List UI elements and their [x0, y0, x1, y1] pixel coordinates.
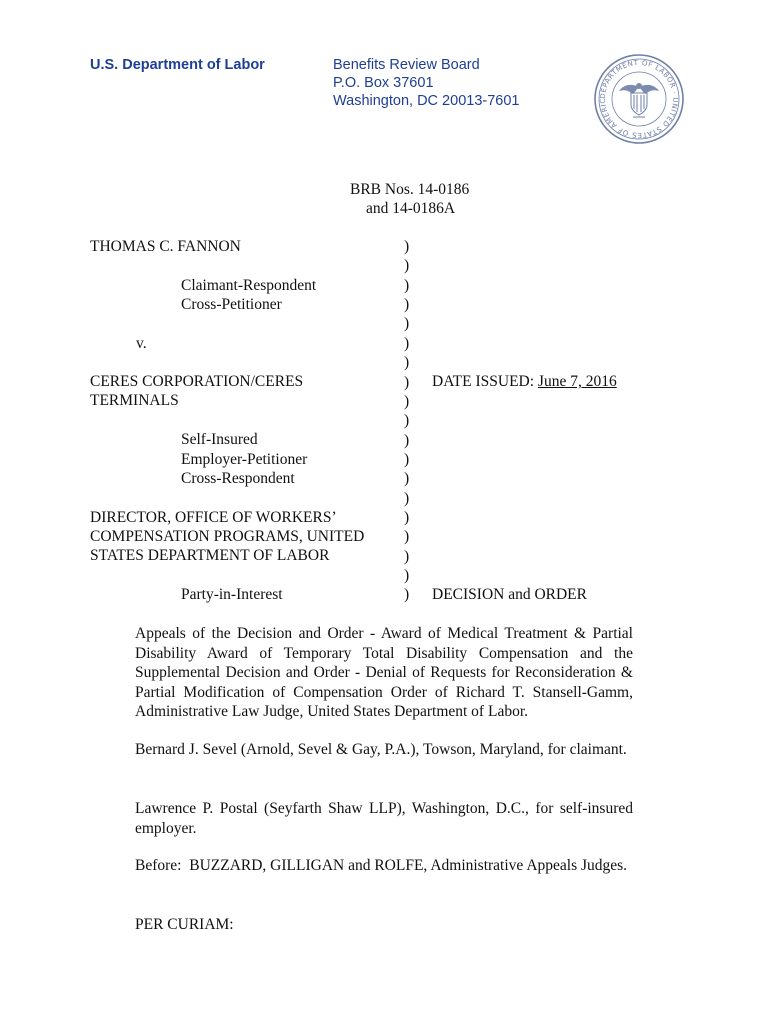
bracket: ): [404, 450, 410, 468]
case-number-cross: and 14-0186A: [366, 200, 456, 217]
director-name: COMPENSATION PROGRAMS, UNITED: [90, 528, 365, 545]
svg-text:DEPARTMENT OF LABOR · UNITED S: DEPARTMENT OF LABOR · UNITED STATES OF AMERIC: [598, 58, 680, 140]
employer-role: Employer-Petitioner: [181, 451, 308, 468]
date-issued-label: DATE ISSUED:: [432, 373, 535, 390]
appeal-paragraph: Appeals of the Decision and Order - Award of Medical Treatment & Partial Disability Award of Temporary Total Disability Compensation and the Supplemental Decision and Order - Denial of Requests for Reconsideration & Partial Modification of Compensation Order of Richard T. Stansell-Gamm, Administrative Law Judge, United States Department of Labor.: [135, 625, 633, 720]
bracket: ): [404, 567, 410, 585]
caption-bracket-column: [404, 237, 409, 605]
decision-label: DECISION and ORDER: [432, 586, 587, 603]
bracket: ): [404, 586, 410, 604]
agency-name: U.S. Department of Labor: [90, 57, 265, 73]
date-issued-value: June 7, 2016: [537, 373, 617, 390]
bracket: ): [404, 392, 410, 410]
bracket: ): [404, 276, 410, 294]
employer-name: CERES CORPORATION/CERES: [90, 373, 304, 390]
employer-name: TERMINALS: [90, 392, 179, 409]
claimant-name: THOMAS C. FANNON: [90, 238, 241, 255]
director-name: STATES DEPARTMENT OF LABOR: [90, 547, 330, 564]
bracket: ): [404, 470, 410, 488]
bracket: ): [404, 528, 410, 546]
address-line: P.O. Box 37601: [333, 75, 434, 91]
party-role: Party-in-Interest: [181, 586, 283, 603]
address-line: Benefits Review Board: [333, 57, 480, 73]
claimant-role: Claimant-Respondent: [181, 277, 317, 294]
date-issued: [432, 372, 617, 392]
bracket: ): [404, 489, 410, 507]
panel-judges: Before: BUZZARD, GILLIGAN and ROLFE, Administrative Appeals Judges.: [135, 857, 628, 874]
director-name: DIRECTOR, OFFICE OF WORKERS’: [90, 509, 337, 526]
bracket: ): [404, 296, 410, 314]
employer-role: Self-Insured: [181, 431, 258, 448]
bracket: ): [404, 412, 410, 430]
address-line: Washington, DC 20013-7601: [333, 93, 520, 109]
claimant-role: Cross-Petitioner: [181, 296, 282, 313]
employer-role: Cross-Respondent: [181, 470, 295, 487]
bracket: ): [404, 373, 410, 391]
department-seal-icon: [593, 53, 685, 145]
bracket: ): [404, 334, 410, 352]
bracket: ): [404, 509, 410, 527]
bracket: ): [404, 547, 410, 565]
bracket: ): [404, 238, 410, 255]
per-curiam: PER CURIAM:: [135, 916, 234, 933]
bracket: ): [404, 257, 410, 275]
claimant-counsel: Bernard J. Sevel (Arnold, Sevel & Gay, P.A.), Towson, Maryland, for claimant.: [135, 741, 627, 758]
case-number: BRB Nos. 14-0186: [350, 181, 470, 198]
versus: v.: [136, 335, 147, 352]
bracket: ): [404, 315, 410, 333]
bracket: ): [404, 354, 410, 372]
bracket: ): [404, 431, 410, 449]
board-address: [333, 56, 519, 110]
employer-counsel: Lawrence P. Postal (Seyfarth Shaw LLP), Washington, D.C., for self-insured employer.: [135, 800, 633, 837]
